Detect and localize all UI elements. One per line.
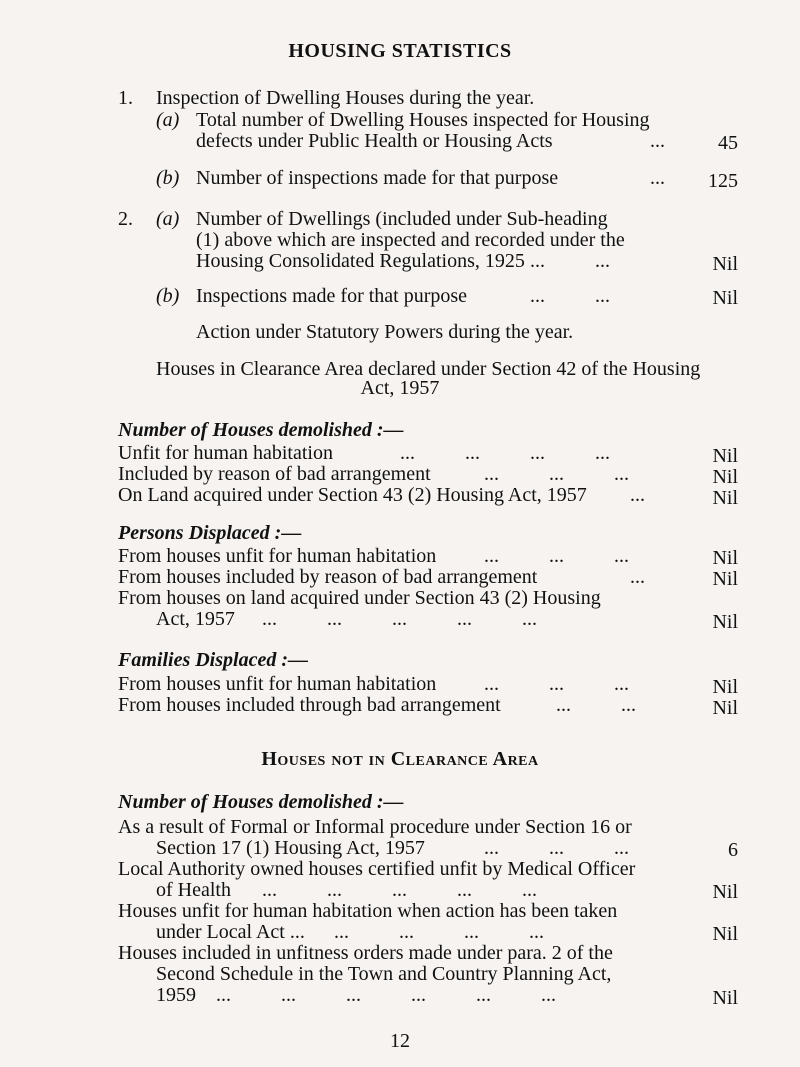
- persons-displaced-row-value: Nil: [712, 568, 738, 590]
- section-1-heading: Inspection of Dwelling Houses during the year.: [156, 87, 535, 109]
- persons-displaced-row-dots: ... ... ...: [484, 545, 629, 567]
- clearance-demolished-row-text: On Land acquired under Section 43 (2) Housing Act, 1957: [118, 484, 587, 506]
- clearance-demolished-row-value: Nil: [712, 466, 738, 488]
- families-displaced-row-text: From houses unfit for human habitation: [118, 673, 437, 695]
- section-1-number: 1.: [118, 87, 133, 109]
- not-clearance-row-line2: of Health: [156, 879, 231, 901]
- not-clearance-row-value: Nil: [712, 987, 738, 1009]
- not-clearance-row-dots: ... ... ... ...: [334, 921, 544, 943]
- section-2a-text-line2: (1) above which are inspected and recorded under the: [196, 229, 625, 251]
- section-2a-label: (a): [156, 208, 180, 230]
- not-clearance-row-dots: ... ... ... ... ... ...: [216, 984, 556, 1006]
- families-displaced-row-value: Nil: [712, 697, 738, 719]
- section-1a-text-line2: defects under Public Health or Housing Acts: [196, 130, 553, 152]
- clearance-demolished-row-dots: ... ... ...: [484, 463, 629, 485]
- section-1a-label: (a): [156, 109, 180, 131]
- not-clearance-row-line1b: Second Schedule in the Town and Country Planning Act,: [156, 963, 612, 985]
- not-clearance-row-line1: Houses unfit for human habitation when action has been taken: [118, 900, 618, 922]
- section-2b-dots: ... ...: [530, 285, 610, 307]
- section-2a-text-line1: Number of Dwellings (included under Sub-heading: [196, 208, 608, 230]
- not-clearance-heading: Houses not in Clearance Area: [261, 748, 539, 770]
- clearance-demolished-row-value: Nil: [712, 445, 738, 467]
- section-1b-text: Number of inspections made for that purpose: [196, 167, 559, 189]
- not-clearance-row-dots: ... ... ... ... ...: [262, 879, 537, 901]
- not-clearance-row-line2: under Local Act ...: [156, 921, 305, 943]
- not-clearance-row-line2: 1959: [156, 984, 196, 1006]
- section-1a-dots: ...: [650, 130, 665, 152]
- clearance-demolished-row-text: Unfit for human habitation: [118, 442, 333, 464]
- persons-displaced-row-dots: ...: [630, 566, 645, 588]
- section-1a-value: 45: [718, 132, 738, 154]
- section-1b-label: (b): [156, 167, 180, 189]
- section-2a-value: Nil: [712, 253, 738, 275]
- page-number: 12: [390, 1030, 410, 1052]
- not-clearance-row-value: Nil: [712, 923, 738, 945]
- section-1b-dots: ...: [650, 167, 665, 189]
- persons-displaced-row-text: From houses on land acquired under Section 43 (2) Housing: [118, 587, 601, 609]
- not-clearance-row-value: 6: [728, 839, 738, 861]
- section-2a-text-line3: Housing Consolidated Regulations, 1925: [196, 250, 525, 272]
- statutory-action-heading: Action under Statutory Powers during the year.: [196, 321, 574, 343]
- families-displaced-row-dots: ... ...: [556, 694, 636, 716]
- families-displaced-row-value: Nil: [712, 676, 738, 698]
- not-clearance-row-value: Nil: [712, 881, 738, 903]
- persons-displaced-row-text-line2: Act, 1957: [156, 608, 235, 630]
- not-clearance-row-line1: Houses included in unfitness orders made under para. 2 of the: [118, 942, 613, 964]
- not-clearance-row-line1: As a result of Formal or Informal procedure under Section 16 or: [118, 816, 632, 838]
- persons-displaced-row-value: Nil: [712, 547, 738, 569]
- clearance-heading-line1: Houses in Clearance Area declared under Section 42 of the Housing: [156, 358, 701, 380]
- section-2b-text: Inspections made for that purpose: [196, 285, 468, 307]
- section-1b-value: 125: [708, 170, 738, 192]
- persons-displaced-row-dots: ... ... ... ... ...: [262, 608, 537, 630]
- persons-displaced-row-text: From houses unfit for human habitation: [118, 545, 437, 567]
- section-2b-value: Nil: [712, 287, 738, 309]
- persons-displaced-row-text: From houses included by reason of bad arrangement: [118, 566, 538, 588]
- section-2b-label: (b): [156, 285, 180, 307]
- not-clearance-demolished-heading: Number of Houses demolished :—: [118, 791, 404, 813]
- not-clearance-row-line1: Local Authority owned houses certified unfit by Medical Officer: [118, 858, 636, 880]
- families-displaced-heading: Families Displaced :—: [118, 649, 308, 671]
- clearance-demolished-row-value: Nil: [712, 487, 738, 509]
- section-2a-dots: ... ...: [530, 250, 610, 272]
- persons-displaced-row-value: Nil: [712, 611, 738, 633]
- families-displaced-row-dots: ... ... ...: [484, 673, 629, 695]
- section-1a-text-line1: Total number of Dwelling Houses inspected for Housing: [196, 109, 650, 131]
- clearance-demolished-row-dots: ... ... ... ...: [400, 442, 610, 464]
- not-clearance-row-dots: ... ... ...: [484, 837, 629, 859]
- section-2-number: 2.: [118, 208, 133, 230]
- clearance-demolished-heading: Number of Houses demolished :—: [118, 419, 404, 441]
- clearance-demolished-row-text: Included by reason of bad arrangement: [118, 463, 431, 485]
- page-title: HOUSING STATISTICS: [288, 40, 512, 62]
- clearance-heading-line2: Act, 1957: [360, 377, 440, 399]
- families-displaced-row-text: From houses included through bad arrangement: [118, 694, 501, 716]
- clearance-demolished-row-dots: ...: [630, 484, 645, 506]
- not-clearance-row-line2: Section 17 (1) Housing Act, 1957: [156, 837, 425, 859]
- persons-displaced-heading: Persons Displaced :—: [118, 522, 302, 544]
